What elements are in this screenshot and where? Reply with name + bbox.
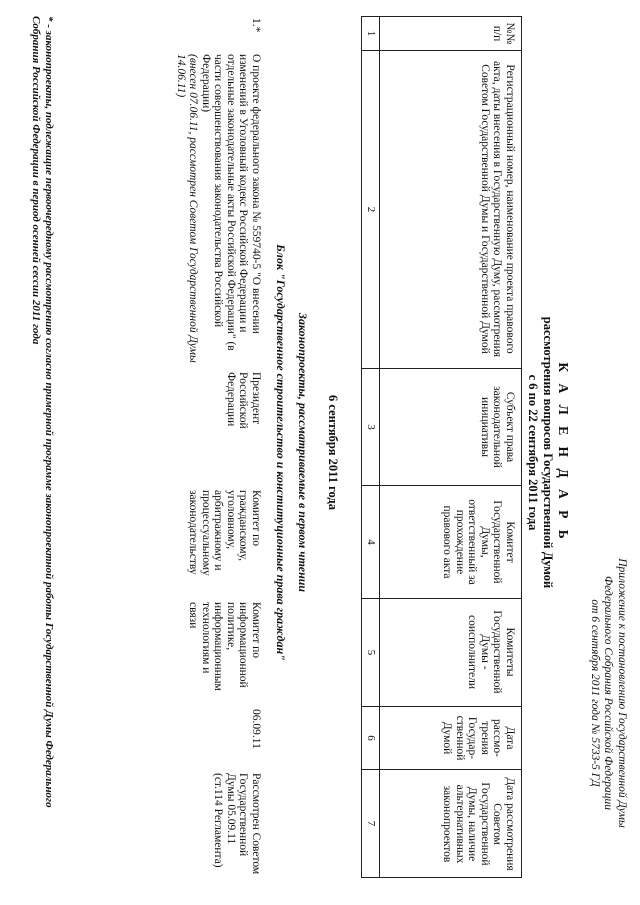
header-note-line: от 6 сентября 2011 года № 5733-5 ГД (589, 599, 601, 787)
entry-number: 1.* (250, 18, 262, 33)
document-title (525, 0, 572, 905)
header-note-line: Федерального Собрания Российской Федерации (602, 575, 615, 811)
entry-co-committee: Комитет по информационной политике, информационным технологиям и связи (187, 602, 262, 691)
column-number: 4 (365, 539, 377, 545)
header-note (588, 493, 629, 893)
column-header: №№ п/п (491, 22, 516, 45)
table-border (361, 598, 522, 599)
block-heading: Блок "Государственное строительство и конституционные права граждан" (274, 244, 288, 661)
column-header: Дата рассмотрения Советом Государственной Думы, наличие альтернативных законопроектов (441, 777, 516, 871)
table-border (361, 368, 522, 369)
entry-committee: Комитет по гражданскому, уголовному, арбитражному и процессуальному законодательству (187, 490, 262, 576)
column-number: 3 (365, 424, 377, 430)
table-border (361, 485, 522, 486)
table-border (379, 16, 380, 878)
header-note-line: Приложение к постановлению Государственной Думы (616, 558, 628, 828)
entry-note: (внесен 07.06.11, рассмотрен Советом Государственной Думы 14.06.11) (175, 54, 200, 363)
column-header: Регистрационный номер, наименование проекта правового акта, даты внесения в Государственную Думу, рассмотрения Советом Государственной Думы и Государственной Думой (479, 60, 516, 358)
title-sub: с 6 по 22 сентября 2011 года (526, 374, 540, 531)
column-number: 5 (365, 649, 377, 656)
title-main: К А Л Е Н Д А Р Ь (556, 362, 571, 543)
entry-council: Рассмотрен Советом Государственной Думы 05.09.11 (ст.114 Регламента) (212, 773, 262, 875)
title-sub: рассмотрения вопросов Государственной Думой (541, 316, 555, 589)
table-border (361, 706, 522, 707)
column-number: 6 (365, 735, 377, 741)
table-border (361, 769, 522, 770)
table-border (521, 16, 522, 878)
column-header: Субъект права законодательной инициативы (479, 386, 516, 468)
section-heading: Законопроекты, рассматриваемые в первом чтении (296, 312, 310, 593)
table-border (361, 16, 362, 878)
column-header: Дата рассмо-трения Государ-ственной Думой (441, 715, 516, 761)
entry-title-cell (175, 54, 263, 364)
table-border (361, 877, 522, 878)
column-number: 1 (365, 30, 377, 37)
column-number: 2 (365, 206, 377, 213)
column-header: Комитет Государственной Думы, ответственный за прохождение правового акта (441, 499, 516, 585)
column-header: Комитеты Государственной Думы - соисполнители (466, 610, 516, 694)
column-number: 7 (365, 820, 377, 827)
entry-date: 06.09.11 (250, 709, 262, 749)
footnote: * - законопроекты, подлежащие первоочередному рассмотрению согласно примерной программе законопроектной работы Государственной Думы Федерального Собрания Российской Федерации в период осенней сессии 2011 года (30, 16, 55, 808)
table-border (361, 50, 522, 51)
entry-subject: Президент Российской Федерации (225, 372, 262, 429)
entry-title: О проекте федерального закона № 559740-5 "О внесении изменений в Уголовный кодекс Российской Федерации и отдельные законодательные акты Российской Федерации" (в части совершенствования законодательства Российской Федерации) (200, 54, 262, 351)
date-heading: 6 сентября 2011 года (326, 395, 340, 510)
